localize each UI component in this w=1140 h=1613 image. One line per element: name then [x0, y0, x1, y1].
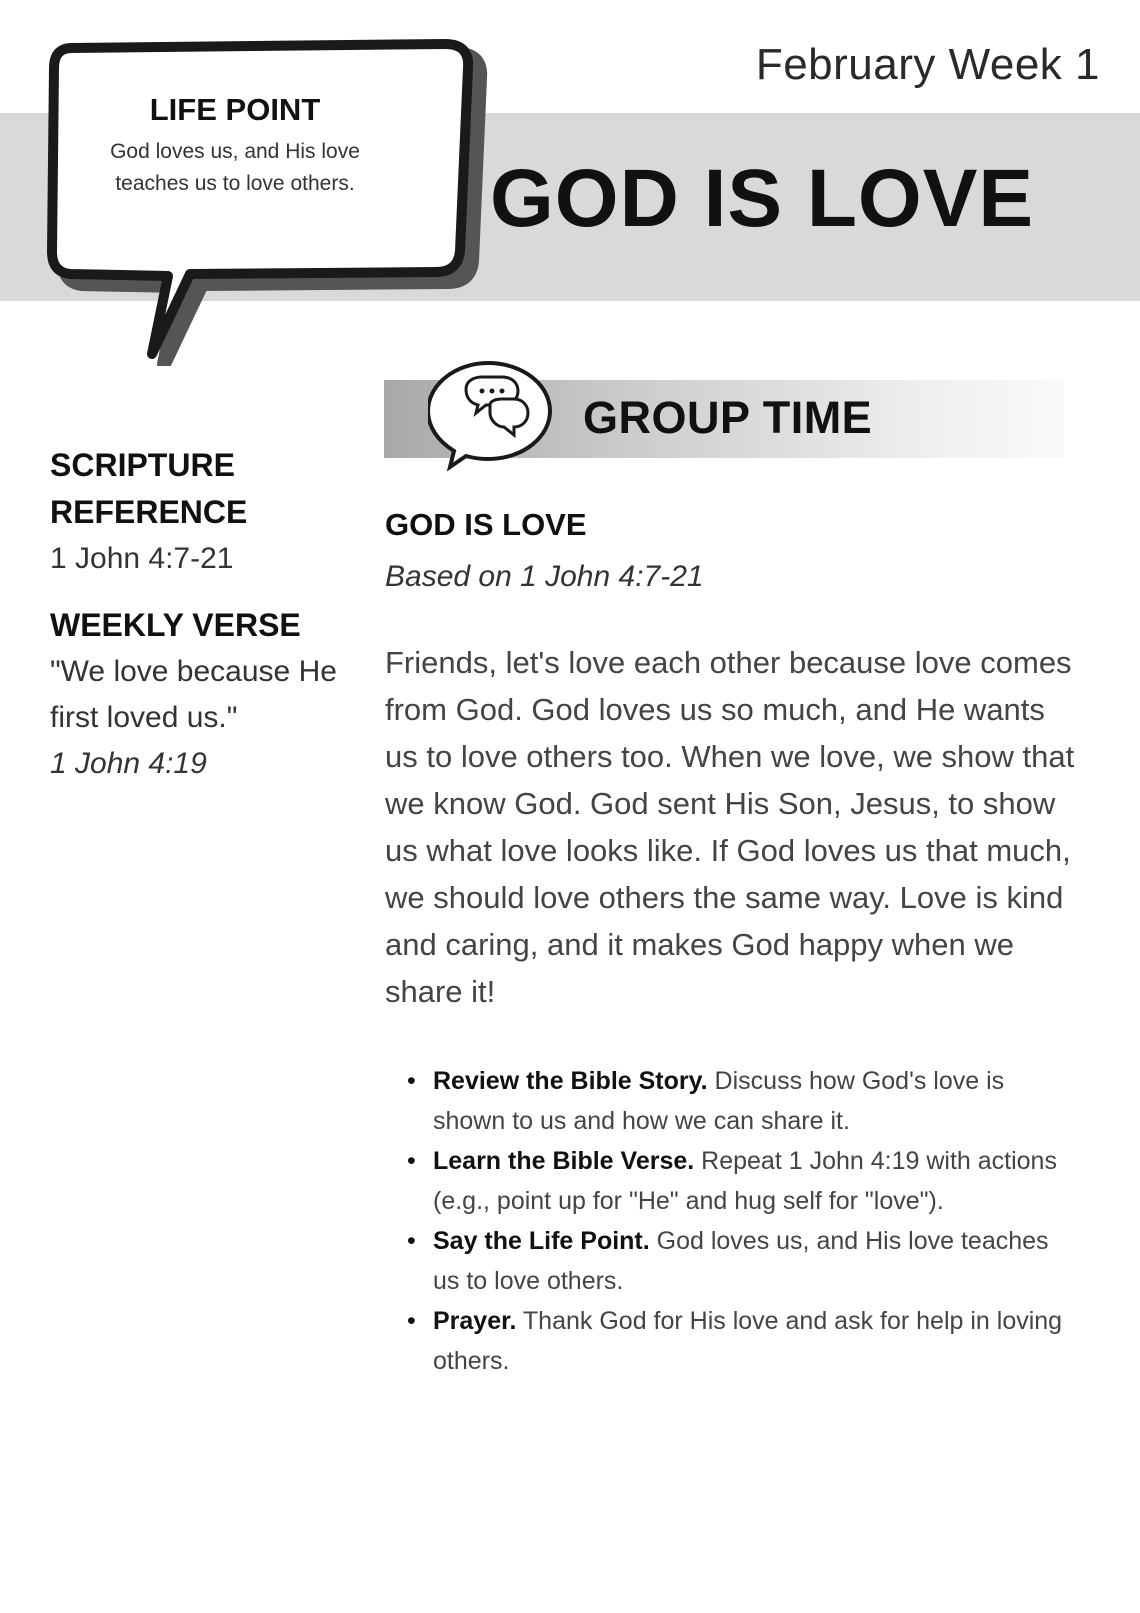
bullet-icon: • [407, 1307, 416, 1335]
list-item-bold: Learn the Bible Verse. [433, 1147, 695, 1175]
life-point-box [95, 92, 375, 200]
list-item-bold: Say the Life Point. [433, 1227, 650, 1255]
list-item-bold: Prayer. [433, 1307, 517, 1335]
list-item-text: God loves us, and His love teaches us to love others. [433, 1227, 1049, 1295]
list-item [385, 1301, 1075, 1381]
list-item-text: Repeat 1 John 4:19 with actions (e.g., point up for "He" and hug self for "love"). [433, 1147, 1057, 1215]
bullet-icon: • [407, 1227, 416, 1255]
life-point-text: God loves us, and His love teaches us to love others. [110, 140, 360, 195]
weekly-verse-text: "We love because He first loved us." [50, 655, 337, 734]
lesson-paragraph: Friends, let's love each other because love comes from God. God loves us so much, and He wants us to love others too. When we love, we show that we know God. God sent His Son, Jesus, to show us what love looks like. If God loves us that much, we should love others the same way. Love is kind and caring, and it makes God happy when we share it! [385, 645, 1075, 1009]
speech-bubble-icon [40, 36, 500, 366]
scripture-reference: 1 John 4:7-21 [50, 542, 234, 575]
list-item [385, 1141, 1075, 1221]
weekly-verse-heading: WEEKLY VERSE [50, 607, 301, 643]
weekly-verse-reference: 1 John 4:19 [50, 747, 207, 780]
list-item-bold: Review the Bible Story. [433, 1067, 708, 1095]
sidebar [50, 442, 360, 787]
list-item-text: Discuss how God's love is shown to us and how we can share it. [433, 1067, 1005, 1135]
lesson-title: GOD IS LOVE [385, 507, 587, 542]
list-item [385, 1061, 1075, 1141]
life-point-heading: LIFE POINT [149, 92, 321, 127]
list-item [385, 1221, 1075, 1301]
scripture-heading: SCRIPTURE REFERENCE [50, 447, 248, 530]
group-time-title: GROUP TIME [583, 392, 873, 443]
bullet-icon: • [407, 1147, 416, 1175]
activity-list [385, 1061, 1075, 1381]
week-label: February Week 1 [755, 40, 1100, 89]
weekly-verse-block [50, 602, 360, 787]
bullet-icon: • [407, 1067, 416, 1095]
chat-bubbles-icon [428, 355, 558, 475]
list-item-text: Thank God for His love and ask for help in loving others. [433, 1307, 1063, 1375]
lesson-subtitle: Based on 1 John 4:7-21 [385, 560, 704, 593]
page-title: GOD IS LOVE [490, 153, 1035, 244]
lesson-content [385, 505, 1085, 1381]
